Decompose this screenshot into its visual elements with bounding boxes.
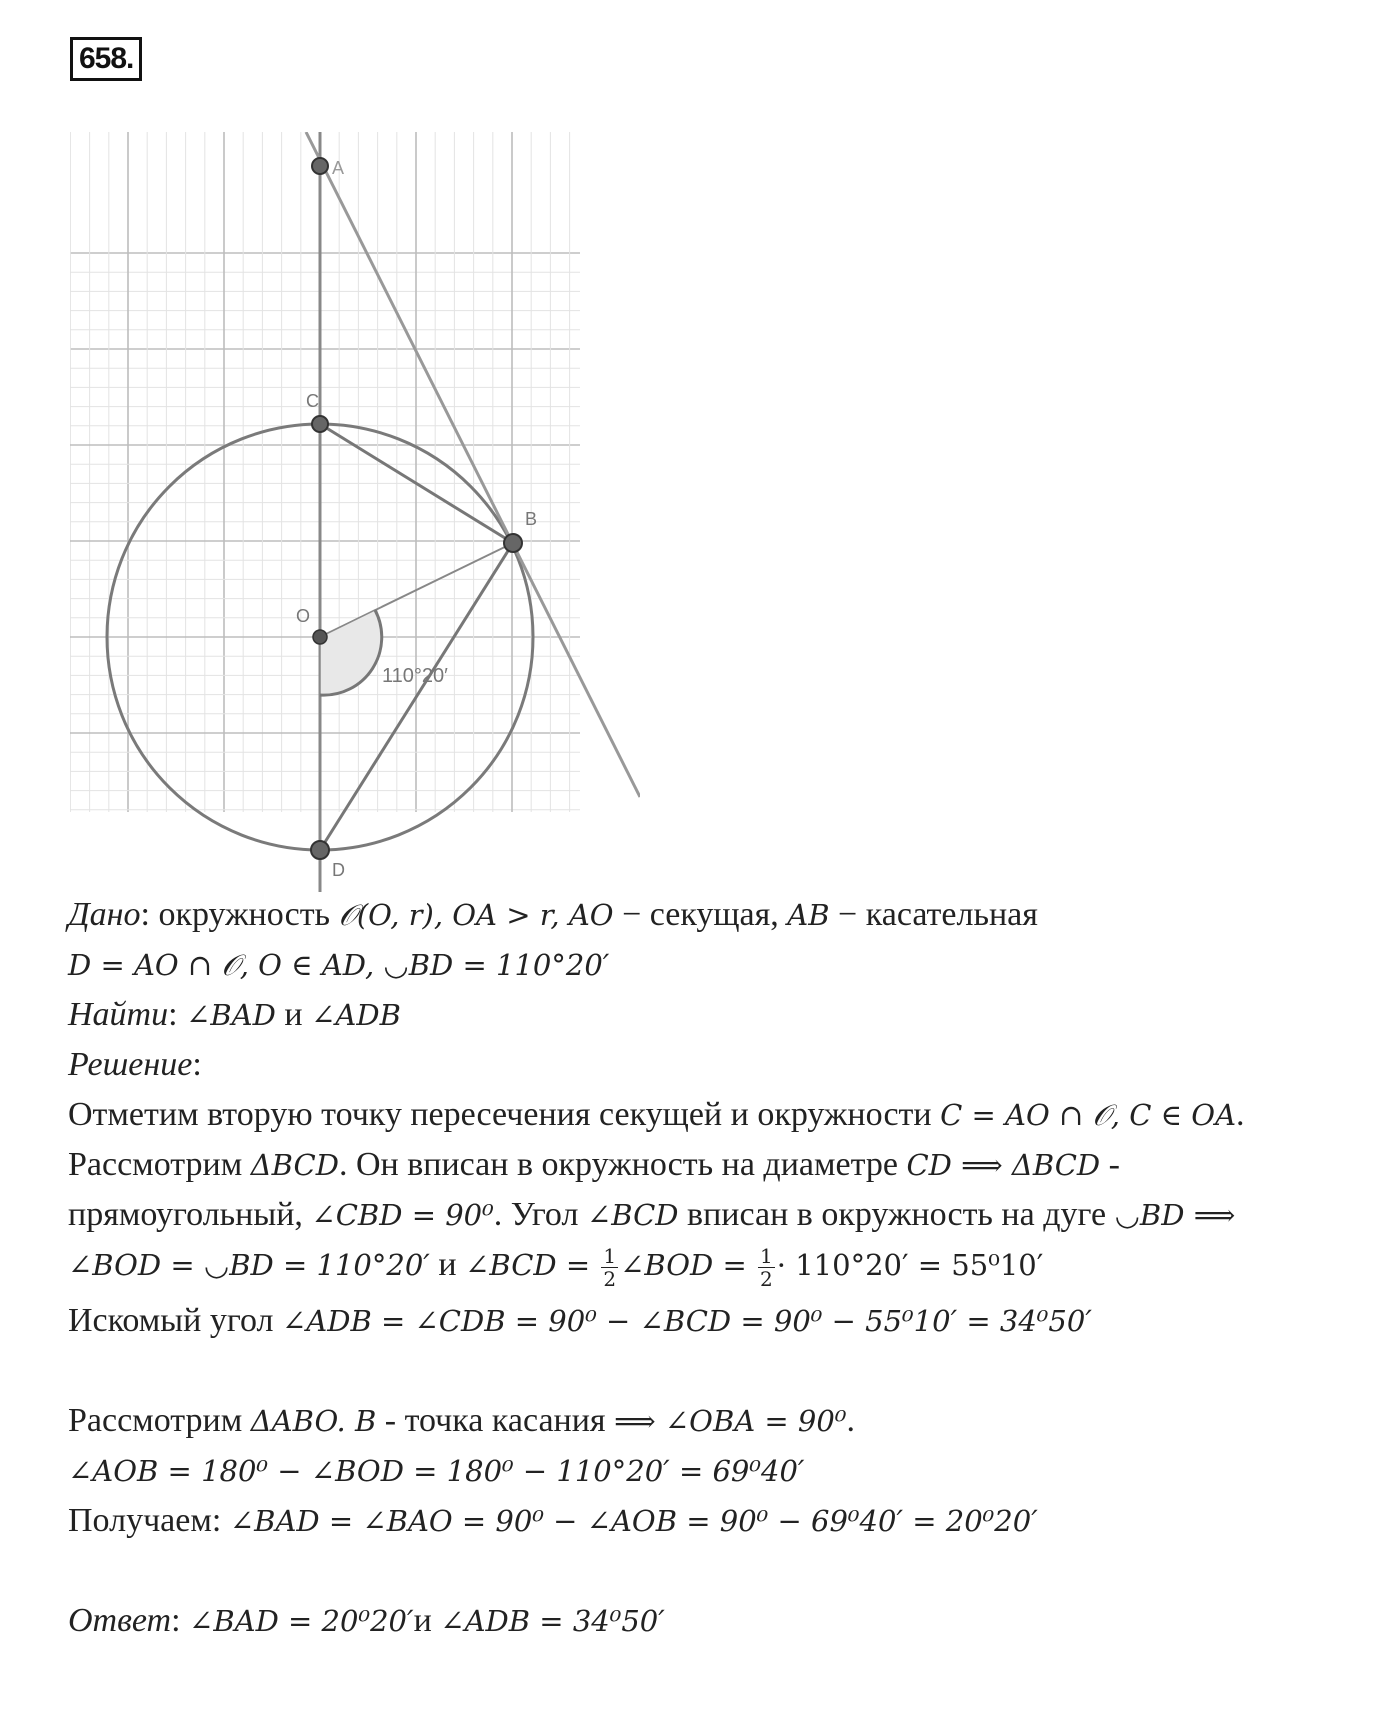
point-b [504,534,522,552]
solution-line-6: Рассмотрим ΔABO. B - точка касания ⟹ ∠OBA = 90⁰. [68,1402,855,1439]
angle-sector [320,610,382,695]
solution-line-8: Получаем: ∠BAD = ∠BAO = 90⁰ − ∠AOB = 90⁰ − 69⁰40′ = 20⁰20′ [68,1502,1038,1539]
angle-label: 110°20′ [382,665,448,687]
solution-heading: Решение: [68,1046,202,1083]
solution-line-4: ∠BOD = ◡BD = 110°20′ и ∠BCD = $\frac{1}{2}$ ∠BOD = $\frac{1}{2}$ · 110°20′ = 55⁰10′ [68,1243,1044,1291]
fraction-half: $\frac{1}{2}$ [603,1243,617,1291]
solution-line-7: ∠AOB = 180⁰ − ∠BOD = 180⁰ − 110°20′ = 69⁰40′ [68,1454,805,1488]
label-b: B [525,509,538,529]
answer-line: Ответ: ∠BAD = 20⁰20′и ∠ADB = 34⁰50′ [68,1602,665,1639]
problem-number: 658. [70,37,142,81]
point-d [311,841,329,859]
solution-text [68,890,1368,1646]
geometry-figure [70,132,640,892]
fraction-half: $\frac{1}{2}$ [760,1243,773,1291]
find-line: Найти: ∠BAD и ∠ADB [68,996,401,1033]
solution-line-1: Отметим вторую точку пересечения секущей и окружности C = AO ∩ 𝒪, C ∈ OA. [68,1096,1245,1133]
point-o [313,630,327,644]
given-line-1: Дано: окружность 𝒪(O, r), OA > r, AO − секущая, AB − касательная [68,896,1038,933]
solution-line-3: прямоугольный, ∠CBD = 90⁰. Угол ∠BCD вписан в окружность на дуге ◡BD ⟹ [68,1196,1236,1233]
label-a: A [332,158,345,178]
label-c: C [306,391,319,411]
given-line-2: D = AO ∩ 𝒪, O ∈ AD, ◡BD = 110°20′ [68,948,610,982]
point-a [312,158,328,174]
solution-line-2: Рассмотрим ΔBCD. Он вписан в окружность на диаметре CD ⟹ ΔBCD - [68,1146,1120,1183]
label-o: O [296,606,311,626]
label-d: D [332,860,345,880]
solution-line-5: Искомый угол ∠ADB = ∠CDB = 90⁰ − ∠BCD = 90⁰ − 55⁰10′ = 34⁰50′ [68,1302,1092,1339]
point-c [312,416,328,432]
grid [70,132,580,812]
